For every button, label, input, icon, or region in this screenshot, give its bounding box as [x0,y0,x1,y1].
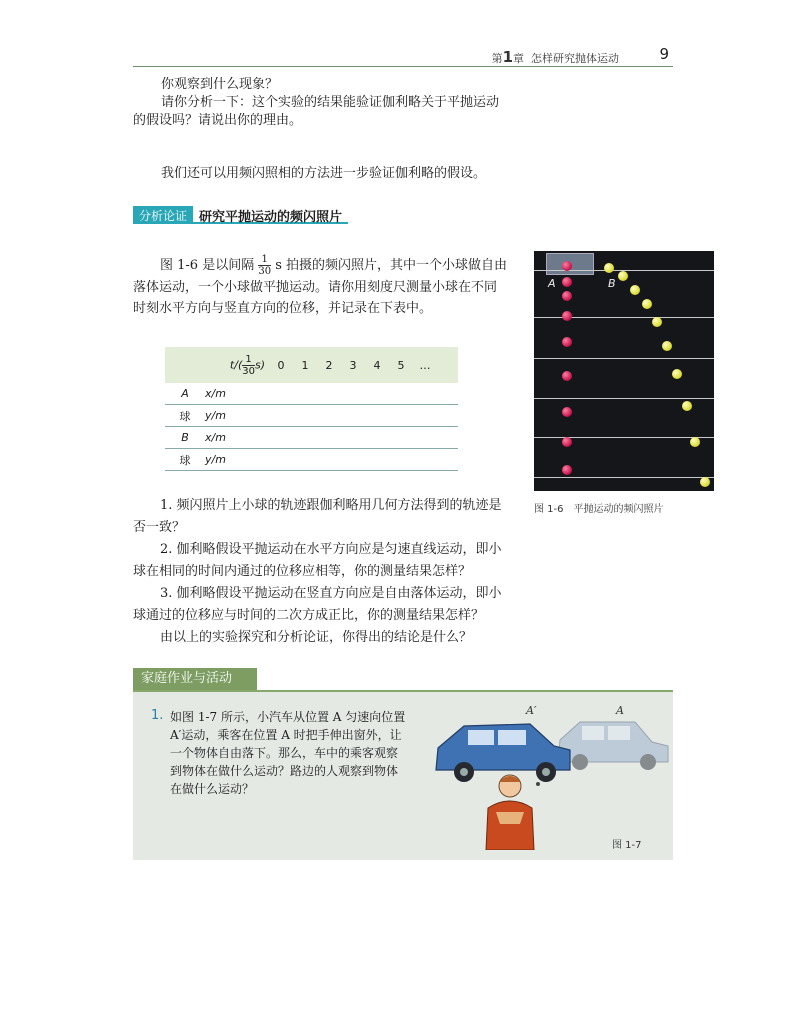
intro-line: 你观察到什么现象？ [161,77,279,92]
car-at-a-prime [436,724,570,782]
homework-line: 在做什么运动？ [170,782,255,796]
page-header [133,44,673,67]
question-line: 2. 伽利略假设平抛运动在水平方向应是匀速直线运动，即小 [160,542,502,557]
homework-header [133,668,673,692]
fraction: $\frac{1}{30}$ [258,254,272,277]
homework-label: 家庭作业与活动 [133,668,257,690]
intro-text [133,76,500,130]
ball-a-label: A [548,277,556,290]
section-label: 分析论证 [133,206,193,224]
homework-number: 1. [151,708,164,723]
homework-line: 到物体在做什么运动？路边的人观察到物体 [170,764,399,778]
time-cols: 0 1 2 3 4 5 … [269,347,458,383]
question-line: 1. 频闪照片上小球的轨迹跟伽利略用几何方法得到的轨迹是 [160,498,502,513]
roadside-person [486,775,534,850]
question-line: 球在相同的时间内通过的位移应相等，你的测量结果怎样？ [133,564,472,579]
intro-line: 请你分析一下：这个实验的结果能验证伽利略关于平抛运动 [161,95,500,110]
question-line: 否一致？ [133,520,186,535]
question-line: 3. 伽利略假设平抛运动在竖直方向应是自由落体运动，即小 [160,586,502,601]
label-a-prime: A′ [526,704,537,717]
question-line: 由以上的实验探究和分析论证，你得出的结论是什么？ [160,630,473,645]
table-row: 球 y/m [165,449,458,471]
questions [133,495,502,649]
homework-text [170,708,405,798]
table-header-row [165,347,458,383]
car-at-a [558,722,668,770]
section-title: 研究平抛运动的频闪照片 [193,206,348,224]
photo-caption: 图 1-6 平抛运动的频闪照片 [534,504,664,515]
table-row: B x/m [165,427,458,449]
label-a: A [616,704,624,717]
para-line-1: 图 1-6 是以间隔 $\frac{1}{30}$ s 拍摄的频闪照片，其中一个小球做自由 [160,254,508,277]
homework-line: A′运动，乘客在位置 A 时把手伸出窗外，让 [170,728,402,742]
homework-line: 如图 1-7 所示，小汽车从位置 A 匀速向位置 [170,710,406,724]
table-row: A x/m [165,383,458,405]
flash-intro: 我们还可以用频闪照相的方法进一步验证伽利略的假设。 [161,166,487,181]
para-line-3: 时刻水平方向与竖直方向的位移，并记录在下表中。 [133,301,433,316]
para-line-2: 落体运动，一个小球做平抛运动。请你用刻度尺测量小球在不同 [133,280,498,295]
figure-caption: 图 1-7 [612,840,642,851]
falling-object [536,782,540,786]
question-line: 球通过的位移应与时间的二次方成正比，你的测量结果怎样？ [133,608,485,623]
ball-b-label: B [608,277,616,290]
chapter-title: 第1章 怎样研究抛体运动 [491,48,619,66]
flash-photo [534,251,714,491]
table-row: 球 y/m [165,405,458,427]
homework-line: 一个物体自由落下。那么，车中的乘客观察 [170,746,399,760]
section-tag [133,206,348,224]
experiment-paragraph [133,254,507,319]
car-illustration [430,700,670,850]
intro-line: 的假设吗？请说出你的理由。 [133,113,303,128]
page-number: 9 [659,45,669,63]
measurement-table [165,347,458,471]
time-unit-header: t/( $\frac{1}{30}s$) [205,347,269,383]
